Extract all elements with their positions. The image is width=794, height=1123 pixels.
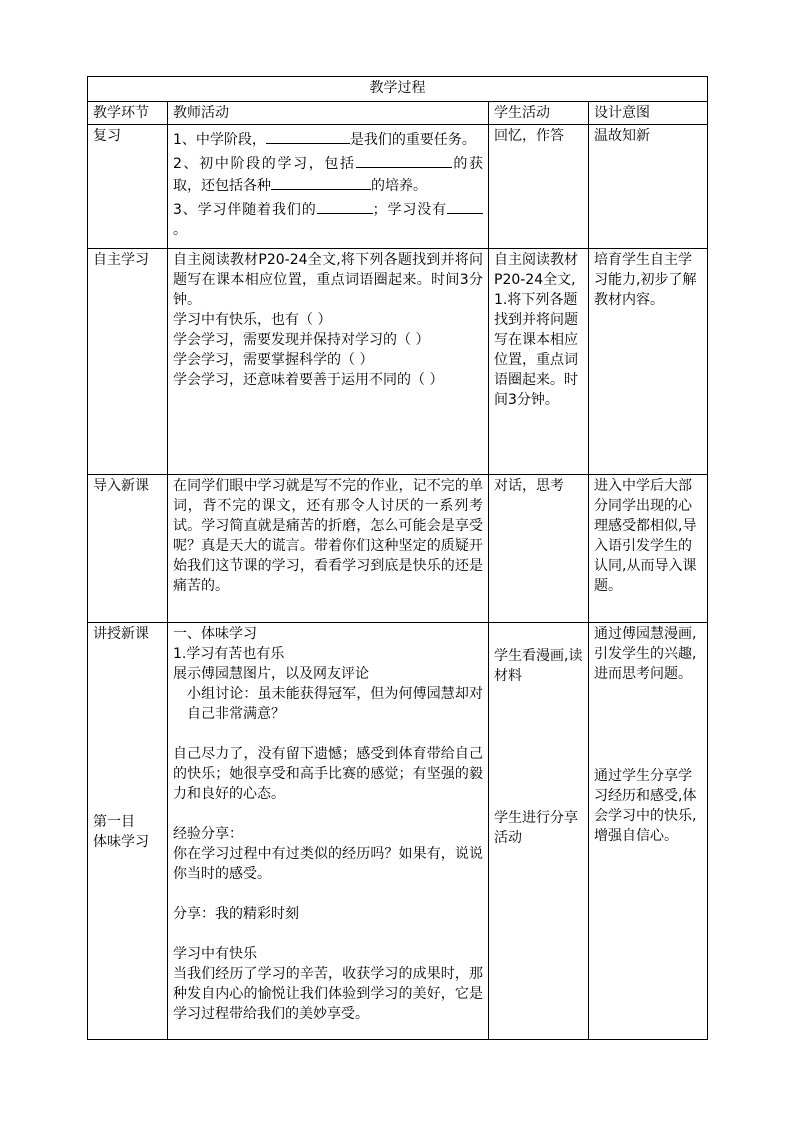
- intent-lecture: 通过傅园慧漫画,引发学生的兴趣,进而思考问题。 通过学生分享学习经历和感受,体会学习中的快乐,增强自信心。: [589, 623, 708, 1040]
- row-review: [88, 125, 708, 249]
- row-intro: [88, 475, 708, 623]
- student-selfstudy: 自主阅读教材P20-24全文, 1.将下列各题找到并将问题写在课本相应位置，重点词语圈起来。时间3分钟。: [489, 249, 589, 475]
- stage-selfstudy: 自主学习: [88, 249, 168, 475]
- teacher-lecture: 一、体味学习 1.学习有苦也有乐 展示傅园慧图片，以及网友评论 小组讨论：虽未能获得冠军，但为何傅园慧却对自己非常满意？ 自己尽力了，没有留下遗憾；感受到体育带给自己的快乐；她很享受和高手比赛的感觉；有坚强的毅力和良好的心态。 经验分享： 你在学习过程中有过类似的经历吗？如果有，说说你当时的感受。 分享：我的精彩时刻 学习中有快乐 当我们经历了学习的辛苦，收获学习的成果时，那种发自内心的愉悦让我们体验到学习的美好，它是学习过程带给我们的美妙享受。: [168, 623, 489, 1040]
- stage-review: 复习: [88, 125, 168, 249]
- table-title: 教学过程: [88, 77, 708, 102]
- student-lecture: 学生看漫画,读材料 学生进行分享活动: [489, 623, 589, 1040]
- title-row: [88, 77, 708, 102]
- fill-blank: [271, 174, 371, 190]
- teaching-process-table: [87, 76, 708, 1040]
- teacher-selfstudy: 自主阅读教材P20-24全文,将下列各题找到并将问题写在课本相应位置，重点词语圈起来。时间3分钟。 学习中有快乐，也有（ ） 学会学习，需要发现并保持对学习的（ ） 学会学习，需要掌握科学的（ ） 学会学习，还意味着要善于运用不同的（ ）: [168, 249, 489, 475]
- intent-selfstudy: 培育学生自主学习能力,初步了解教材内容。: [589, 249, 708, 475]
- stage-lecture: 讲授新课 第一目 体味学习: [88, 623, 168, 1040]
- fill-blank: [447, 198, 483, 214]
- row-lecture: [88, 623, 708, 1040]
- teacher-review: 1、中学阶段， 是我们的重要任务。 2、初中阶段的学习，包括 的获取，还包括各种 的培养。 3、学习伴随着我们的 ；学习没有。: [168, 125, 489, 249]
- teacher-intro: 在同学们眼中学习就是写不完的作业，记不完的单词，背不完的课文，还有那令人讨厌的一系列考试。学习简直就是痛苦的折磨，怎么可能会是享受呢？真是天大的谎言。带着你们这种坚定的质疑开始我们这节课的学习，看看学习到底是快乐的还是痛苦的。: [168, 475, 489, 623]
- intent-intro: 进入中学后大部分同学出现的心理感受都相似,导入语引发学生的认同,从而导入课题。: [589, 475, 708, 623]
- header-teacher: 教师活动: [168, 102, 489, 125]
- student-intro: 对话，思考: [489, 475, 589, 623]
- header-stage: 教学环节: [88, 102, 168, 125]
- fill-blank: [317, 198, 373, 214]
- fill-blank: [266, 128, 350, 144]
- student-review: 回忆，作答: [489, 125, 589, 249]
- header-student: 学生活动: [489, 102, 589, 125]
- stage-intro: 导入新课: [88, 475, 168, 623]
- header-intent: 设计意图: [589, 102, 708, 125]
- fill-blank: [356, 152, 452, 168]
- row-selfstudy: [88, 249, 708, 475]
- intent-review: 温故知新: [589, 125, 708, 249]
- header-row: [88, 102, 708, 125]
